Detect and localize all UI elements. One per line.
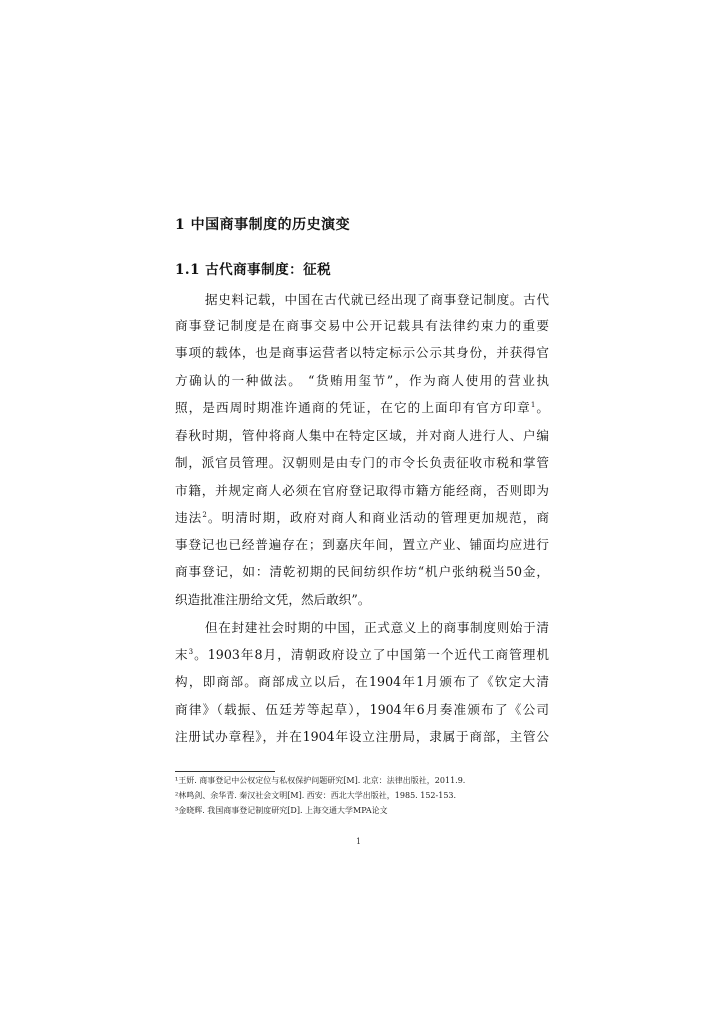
body-text: 。明清时期，政府对商人和商业活动的管理更加规范，商	[206, 510, 549, 525]
body-line: 织造批准注册给文凭，然后敢织”。	[175, 592, 371, 607]
body-line: 商律》（载振、伍廷芳等起草），1904年6月奏准颁布了《公司	[175, 702, 549, 717]
body-line: 市籍，并规定商人必须在官府登记取得市籍方能经商，否则即为	[175, 483, 549, 498]
body-line: 春秋时期，管仲将商人集中在特定区域，并对商人进行人、户编	[175, 428, 549, 443]
body-line: 方确认的一种做法。 “货贿用玺节”，作为商人使用的营业执	[175, 373, 549, 388]
body-line	[175, 510, 549, 526]
body-line: 商事登记，如：清乾初期的民间纺织作坊“机户张纳税当50金，	[175, 564, 549, 579]
section-heading: 1.1 古代商事制度：征税	[175, 262, 332, 278]
body-line: 但在封建社会时期的中国，正式意义上的商事制度则始于清	[205, 620, 549, 635]
body-text: 照，是西周时期准许通商的凭证，在它的上面印有官方印章	[175, 400, 531, 415]
body-line: 事登记也已经普遍存在；到嘉庆年间，置立产业、铺面均应进行	[175, 537, 549, 552]
body-text: 末	[175, 647, 189, 662]
body-line: 注册试办章程》，并在1904年设立注册局，隶属于商部，主管公	[175, 729, 549, 744]
body-line: 商事登记制度是在商事交易中公开记载具有法律约束力的重要	[175, 318, 549, 333]
footnote-marker: 2	[202, 510, 207, 519]
body-text: 。1903年8月，清朝政府设立了中国第一个近代工商管理机	[193, 647, 549, 662]
footnote: ³金晓辉. 我国商事登记制度研究[D]. 上海交通大学MPA论文	[175, 806, 388, 815]
footnote-marker: 1	[530, 400, 536, 409]
footnote-marker: 3	[188, 647, 194, 656]
body-line	[175, 400, 549, 416]
body-line: 事项的载体，也是商事运营者以特定标示公示其身份，并获得官	[175, 345, 549, 360]
footnote-separator	[175, 771, 275, 772]
body-line: 据史料记载，中国在古代就已经出现了商事登记制度。古代	[205, 292, 549, 307]
footnote: ¹王妍. 商事登记中公权定位与私权保护问题研究[M]. 北京：法律出版社，2011.9.	[175, 776, 466, 785]
page-number: 1	[356, 837, 362, 846]
body-line: 构，即商部。商部成立以后，在1904年1月颁布了《钦定大清	[175, 674, 549, 689]
footnote: ²林鸣剑、余华青. 秦汉社会文明[M]. 西安：西北大学出版社，1985. 152-153.	[175, 791, 457, 800]
body-text: 违法	[175, 510, 203, 525]
chapter-heading: 1 中国商事制度的历史演变	[175, 217, 351, 233]
body-line: 制，派官员管理。汉朝则是由专门的市令长负责征收市税和掌管	[175, 455, 549, 470]
body-text: 。	[535, 400, 549, 415]
body-line	[175, 647, 549, 663]
